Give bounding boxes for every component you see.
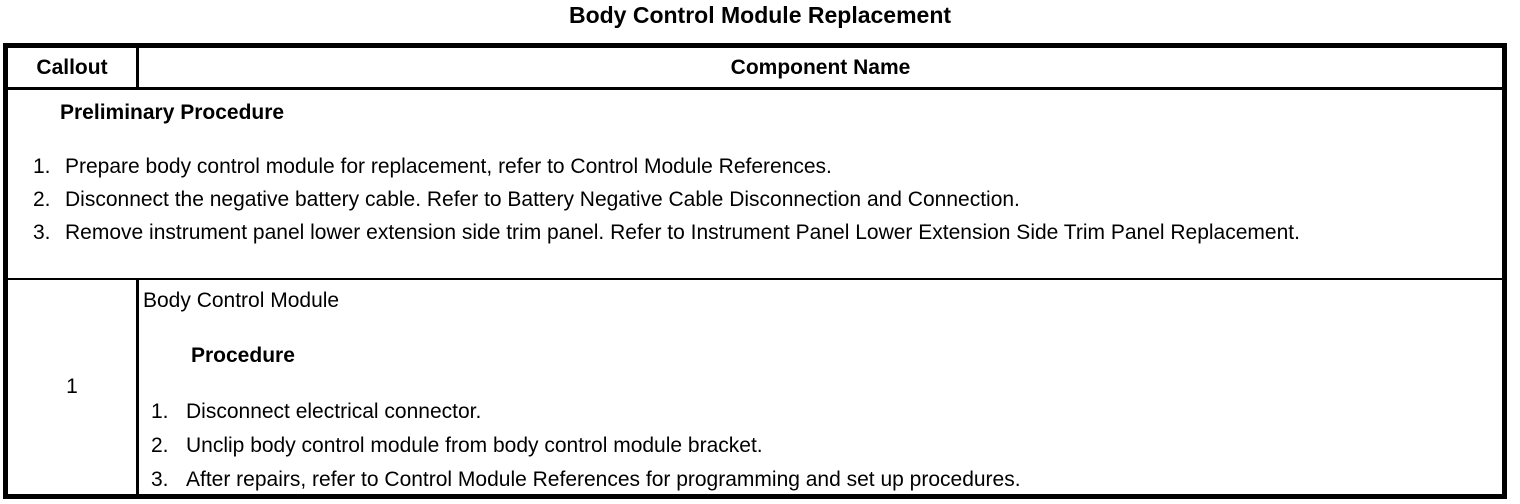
component-cell — [139, 280, 1502, 494]
callout-number: 1 — [66, 375, 78, 398]
preliminary-procedure-row — [8, 90, 1502, 280]
preliminary-step-3 — [8, 219, 1308, 247]
preliminary-step-2 — [8, 186, 1308, 214]
column-header-callout: Callout — [8, 48, 139, 87]
preliminary-step-1 — [8, 153, 1308, 181]
procedure-step-3 — [143, 465, 1494, 494]
step-text: Disconnect electrical connector. — [186, 400, 482, 423]
step-number: 2. — [33, 188, 51, 211]
procedure-step-2 — [143, 431, 1494, 460]
table-header-row — [8, 48, 1502, 90]
procedure-step-1 — [143, 397, 1494, 426]
step-text: After repairs, refer to Control Module References for programming and set up procedures. — [186, 468, 1021, 491]
step-number: 3. — [33, 221, 51, 244]
preliminary-procedure-heading: Preliminary Procedure — [60, 101, 285, 124]
step-number: 1. — [33, 155, 51, 178]
step-text: Remove instrument panel lower extension side trim panel. Refer to Instrument Panel Lower Extension Side Trim Panel Replacement. — [65, 221, 1300, 244]
component-name: Body Control Module — [143, 289, 340, 312]
step-number: 2. — [151, 434, 169, 457]
page-title: Body Control Module Replacement — [568, 2, 952, 28]
step-text: Disconnect the negative battery cable. Refer to Battery Negative Cable Disconnection and Connection. — [65, 188, 1020, 211]
table-row-callout-1 — [8, 280, 1502, 494]
step-number: 1. — [151, 400, 169, 423]
step-number: 3. — [151, 468, 169, 491]
step-text: Unclip body control module from body control module bracket. — [186, 434, 763, 457]
preliminary-step-list — [8, 153, 1502, 247]
procedure-heading: Procedure — [191, 344, 295, 367]
procedure-step-list — [143, 397, 1494, 494]
column-header-component-name: Component Name — [730, 55, 911, 79]
callout-cell — [8, 280, 139, 494]
step-text: Prepare body control module for replacement, refer to Control Module References. — [65, 155, 832, 178]
procedure-table — [3, 43, 1507, 499]
